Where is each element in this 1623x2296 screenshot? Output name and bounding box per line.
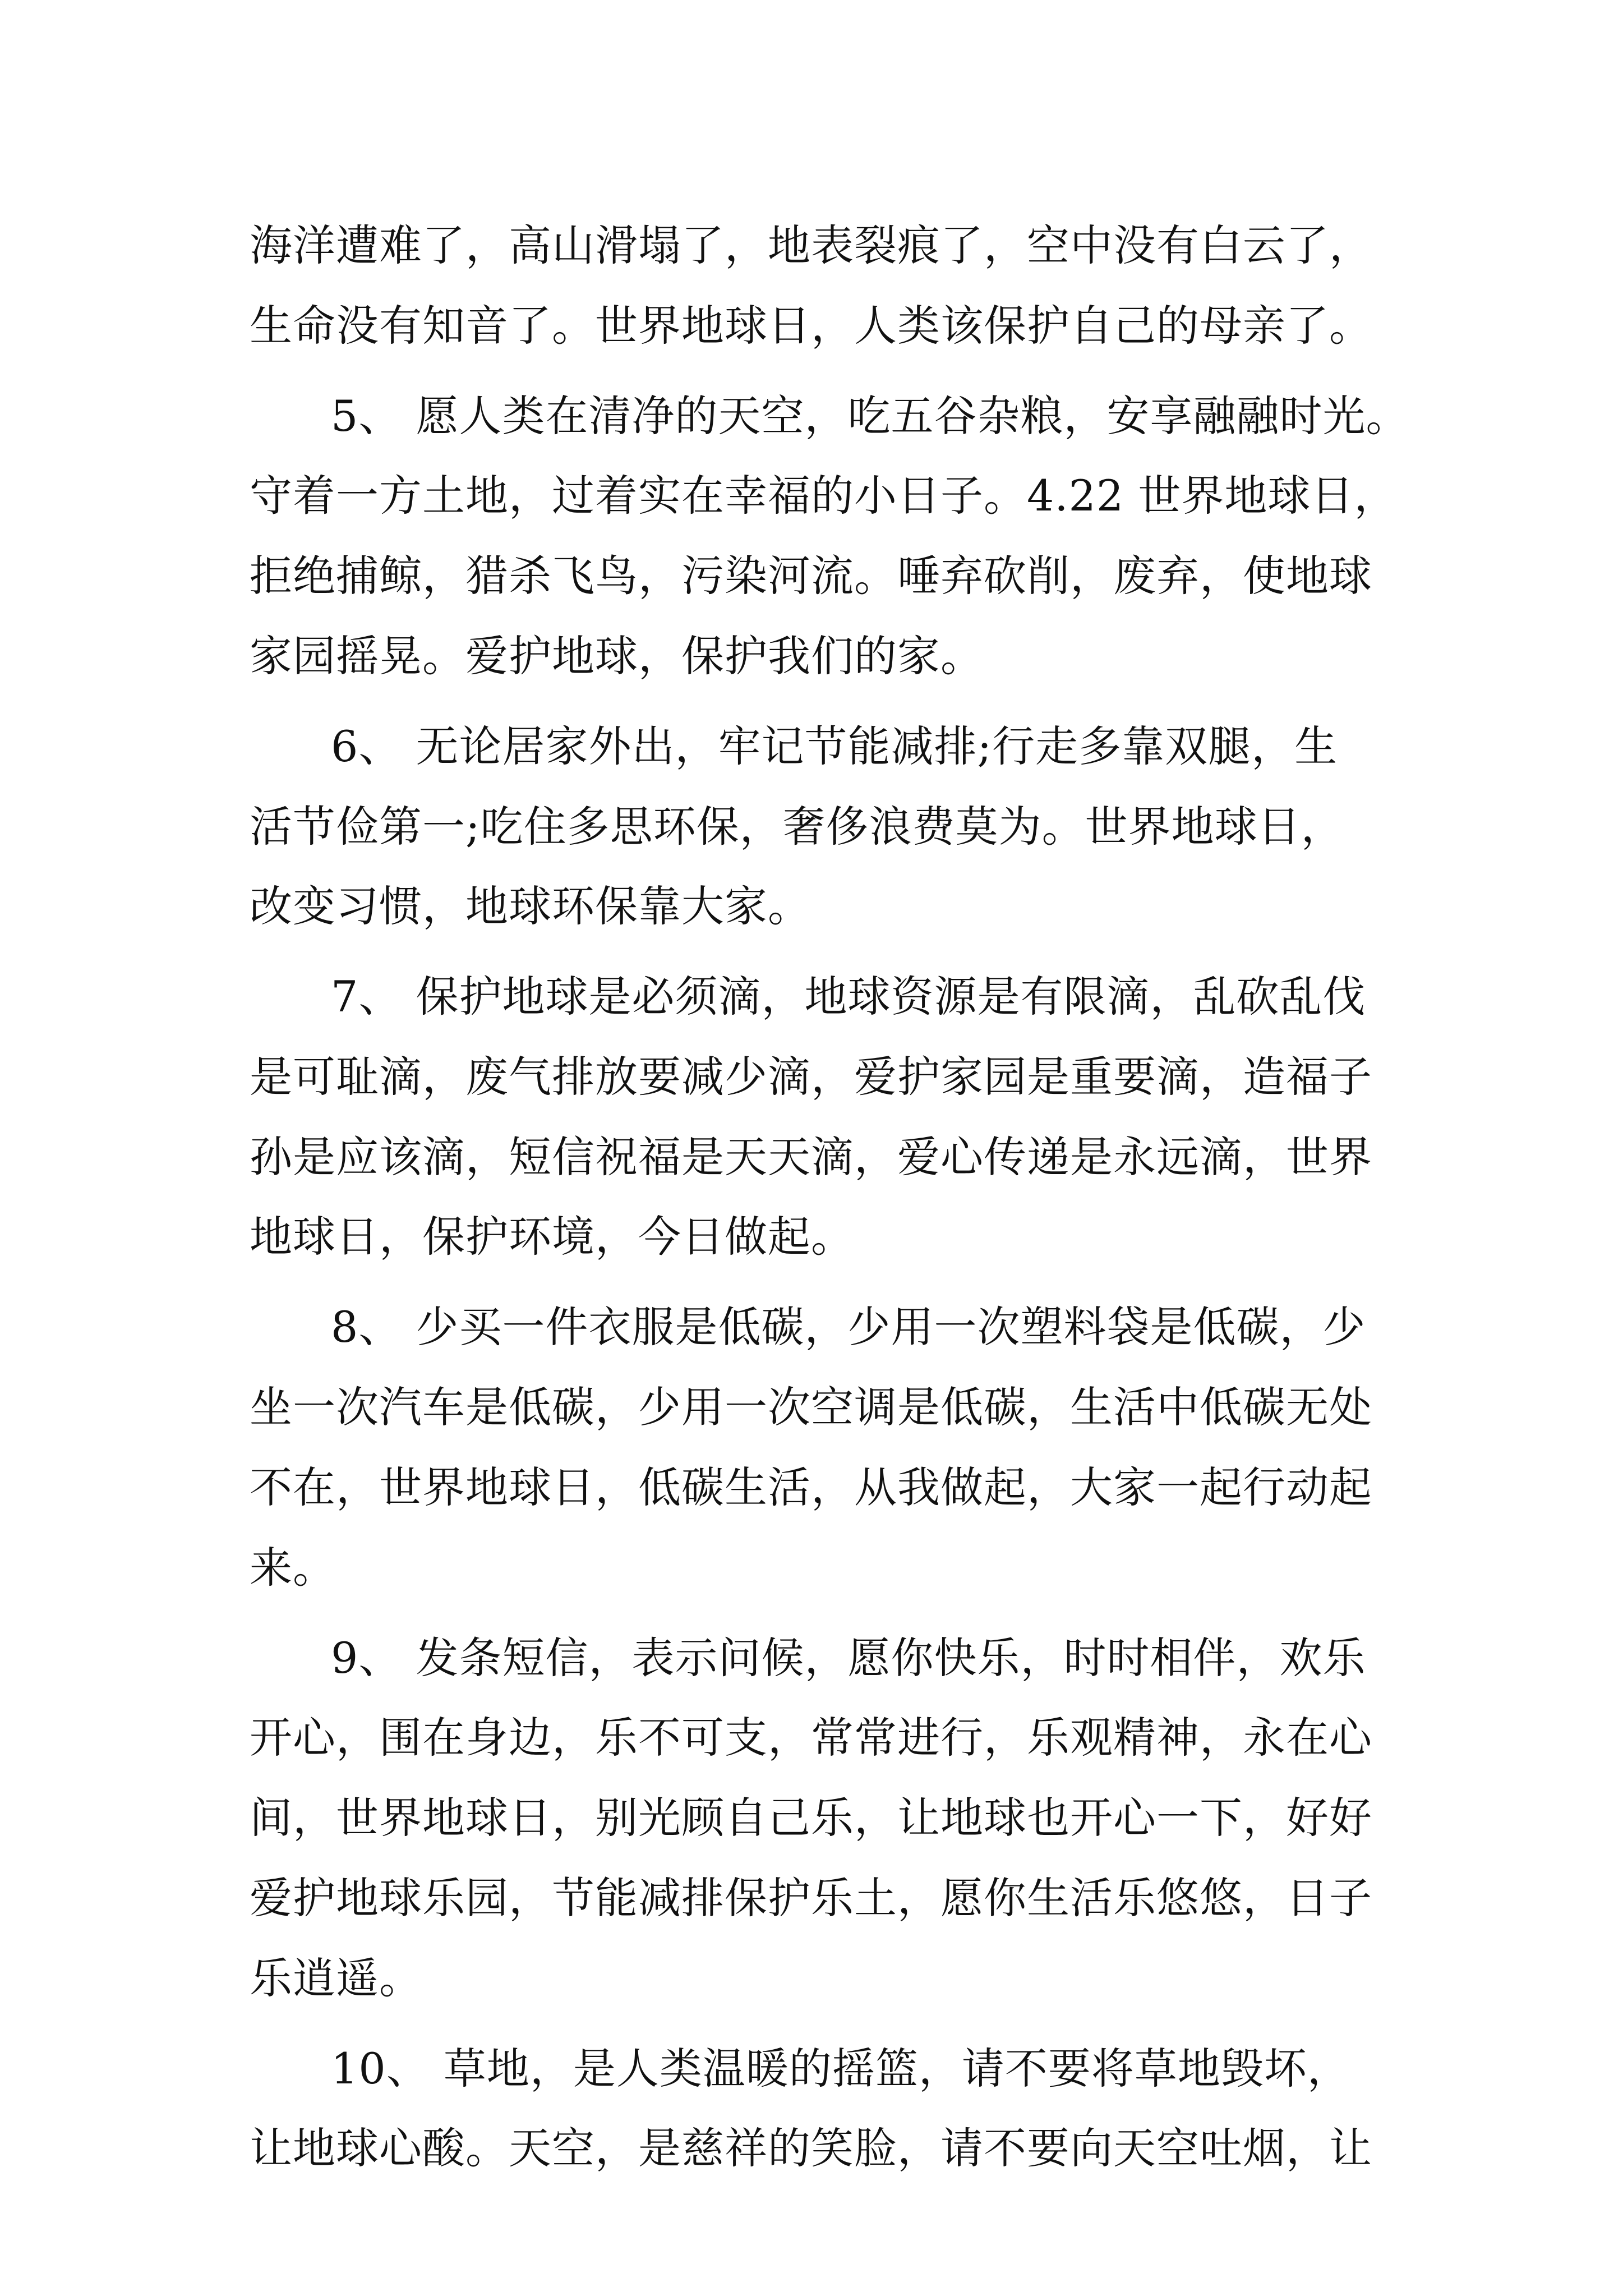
paragraph-6-first-line: 6、 无论居家外出，牢记节能减排;行走多靠双腿，生	[331, 721, 1338, 771]
paragraph-10-first-line: 10、 草地，是人类温暖的摇篮，请不要将草地毁坏，	[331, 2044, 1350, 2093]
text-line: 乐逍遥。	[250, 1953, 422, 2003]
text-line: 孙是应该滴，短信祝福是天天滴，爱心传递是永远滴，世界	[250, 1132, 1372, 1182]
paragraph-5-first-line: 5、 愿人类在清净的天空，吃五谷杂粮，安享融融时光。	[331, 391, 1409, 441]
text-line: 改变习惯，地球环保靠大家。	[250, 881, 811, 931]
text-line: 是可耻滴，废气排放要减少滴，爱护家园是重要滴，造福子	[250, 1052, 1372, 1102]
text-line: 间，世界地球日，别光顾自己乐，让地球也开心一下，好好	[250, 1793, 1372, 1843]
text-line: 爱护地球乐园，节能减排保护乐土，愿你生活乐悠悠，日子	[250, 1873, 1372, 1923]
text-line: 让地球心酸。天空，是慈祥的笑脸，请不要向天空吐烟，让	[250, 2123, 1372, 2173]
paragraph-8-first-line: 8、 少买一件衣服是低碳，少用一次塑料袋是低碳，少	[331, 1302, 1366, 1352]
text-line: 不在，世界地球日，低碳生活，从我做起，大家一起行动起	[250, 1462, 1372, 1512]
text-line: 生命没有知音了。世界地球日，人类该保护自己的母亲了。	[250, 301, 1372, 351]
text-line: 坐一次汽车是低碳，少用一次空调是低碳，生活中低碳无处	[250, 1382, 1372, 1432]
text-line: 开心，围在身边，乐不可支，常常进行，乐观精神，永在心	[250, 1713, 1372, 1763]
paragraph-7-first-line: 7、 保护地球是必须滴，地球资源是有限滴，乱砍乱伐	[331, 972, 1366, 1022]
text-line: 拒绝捕鲸，猎杀飞鸟，污染河流。唾弃砍削，废弃，使地球	[250, 551, 1372, 601]
text-line: 活节俭第一;吃住多思环保，奢侈浪费莫为。世界地球日，	[250, 802, 1344, 852]
text-line: 来。	[250, 1543, 336, 1593]
paragraph-9-first-line: 9、 发条短信，表示问候，愿你快乐，时时相伴，欢乐	[331, 1633, 1366, 1683]
text-line: 守着一方土地，过着实在幸福的小日子。4.22 世界地球日，	[250, 471, 1398, 521]
text-line: 地球日，保护环境，今日做起。	[250, 1212, 854, 1262]
text-line: 家园摇晃。爱护地球，保护我们的家。	[250, 631, 984, 681]
text-line: 海洋遭难了，高山滑塌了，地表裂痕了，空中没有白云了，	[250, 220, 1372, 270]
